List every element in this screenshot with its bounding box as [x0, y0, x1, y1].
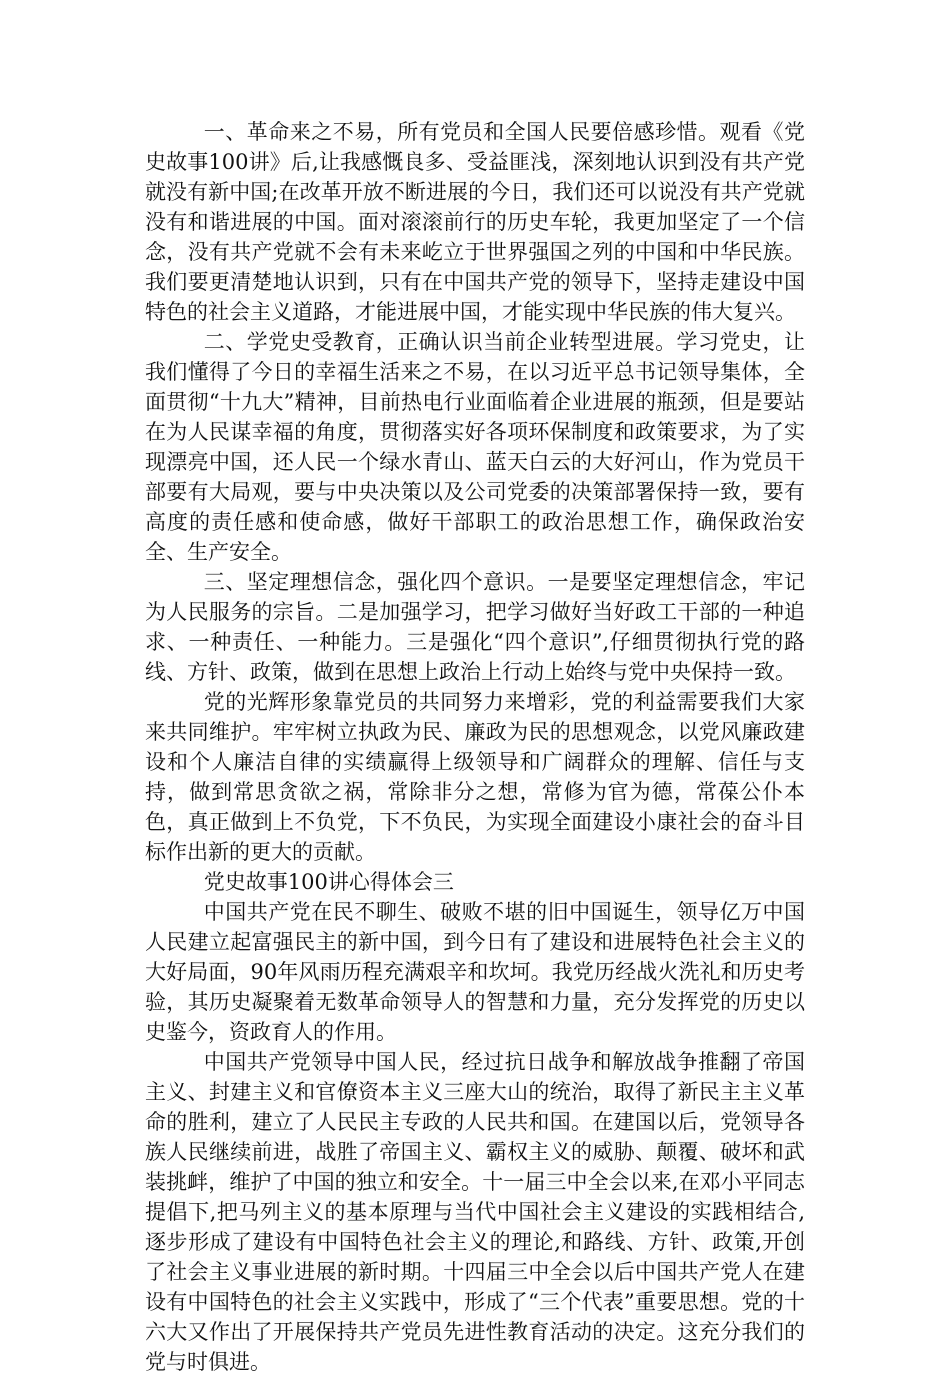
- paragraph-2: 二、学党史受教育，正确认识当前企业转型进展。学习党史，让我们懂得了今日的幸福生活来之不易，在以习近平总书记领导集体，全面贯彻“十九大”精神，目前热电行业面临着企业进展的瓶颈，但是要站在为人民谋幸福的角度，贯彻落实好各项环保制度和政策要求，为了实现漂亮中国，还人民一个绿水青山、蓝天白云的大好河山，作为党员干部要有大局观，要与中央决策以及公司党委的决策部署保持一致，要有高度的责任感和使命感，做好干部职工的政治思想工作，确保政治安全、生产安全。: [145, 330, 805, 564]
- paragraph-1: 一、革命来之不易，所有党员和全国人民要倍感珍惜。观看《党史故事100讲》后,让我感慨良多、受益匪浅，深刻地认识到没有共产党就没有新中国;在改革开放不断进展的今日，我们还可以说没有共产党就没有和谐进展的中国。面对滚滚前行的历史车轮，我更加坚定了一个信念，没有共产党就不会有未来屹立于世界强国之列的中国和中华民族。我们要更清楚地认识到，只有在中国共产党的领导下，坚持走建设中国特色的社会主义道路，才能进展中国，才能实现中华民族的伟大复兴。: [145, 120, 805, 324]
- paragraph-6: 中国共产党领导中国人民，经过抗日战争和解放战争推翻了帝国主义、封建主义和官僚资本主义三座大山的统治，取得了新民主主义革命的胜利，建立了人民民主专政的人民共和国。在建国以后，党领导各族人民继续前进，战胜了帝国主义、霸权主义的威胁、颠覆、破坏和武装挑衅，维护了中国的独立和安全。十一届三中全会以来,在邓小平同志提倡下,把马列主义的基本原理与当代中国社会主义建设的实践相结合,逐步形成了建设有中国特色社会主义的理论,和路线、方针、政策,开创了社会主义事业进展的新时期。十四届三中全会以后中国共产党人在建设有中国特色的社会主义实践中，形成了“三个代表”重要思想。党的十六大又作出了开展保持共产党员先进性教育活动的决定。这充分我们的党与时俱进。: [145, 1050, 805, 1374]
- section-heading: 党史故事100讲心得体会三: [203, 870, 454, 894]
- paragraph-3: 三、坚定理想信念，强化四个意识。一是要坚定理想信念，牢记为人民服务的宗旨。二是加强学习，把学习做好当好政工干部的一种追求、一种责任、一种能力。三是强化“四个意识”,仔细贯彻执行党的路线、方针、政策，做到在思想上政治上行动上始终与党中央保持一致。: [145, 570, 805, 684]
- paragraph-4: 党的光辉形象靠党员的共同努力来增彩，党的利益需要我们大家来共同维护。牢牢树立执政为民、廉政为民的思想观念，以党风廉政建设和个人廉洁自律的实绩赢得上级领导和广阔群众的理解、信任与支持，做到常思贪欲之祸，常除非分之想，常修为官为德，常葆公仆本色，真正做到上不负党，下不负民，为实现全面建设小康社会的奋斗目标作出新的更大的贡献。: [145, 690, 805, 864]
- paragraph-5: 中国共产党在民不聊生、破败不堪的旧中国诞生，领导亿万中国人民建立起富强民主的新中国，到今日有了建设和进展特色社会主义的大好局面，90年风雨历程充满艰辛和坎坷。我党历经战火洗礼和历史考验，其历史凝聚着无数革命领导人的智慧和力量，充分发挥党的历史以史鉴今，资政育人的作用。: [145, 900, 805, 1044]
- document-body: [145, 117, 805, 1377]
